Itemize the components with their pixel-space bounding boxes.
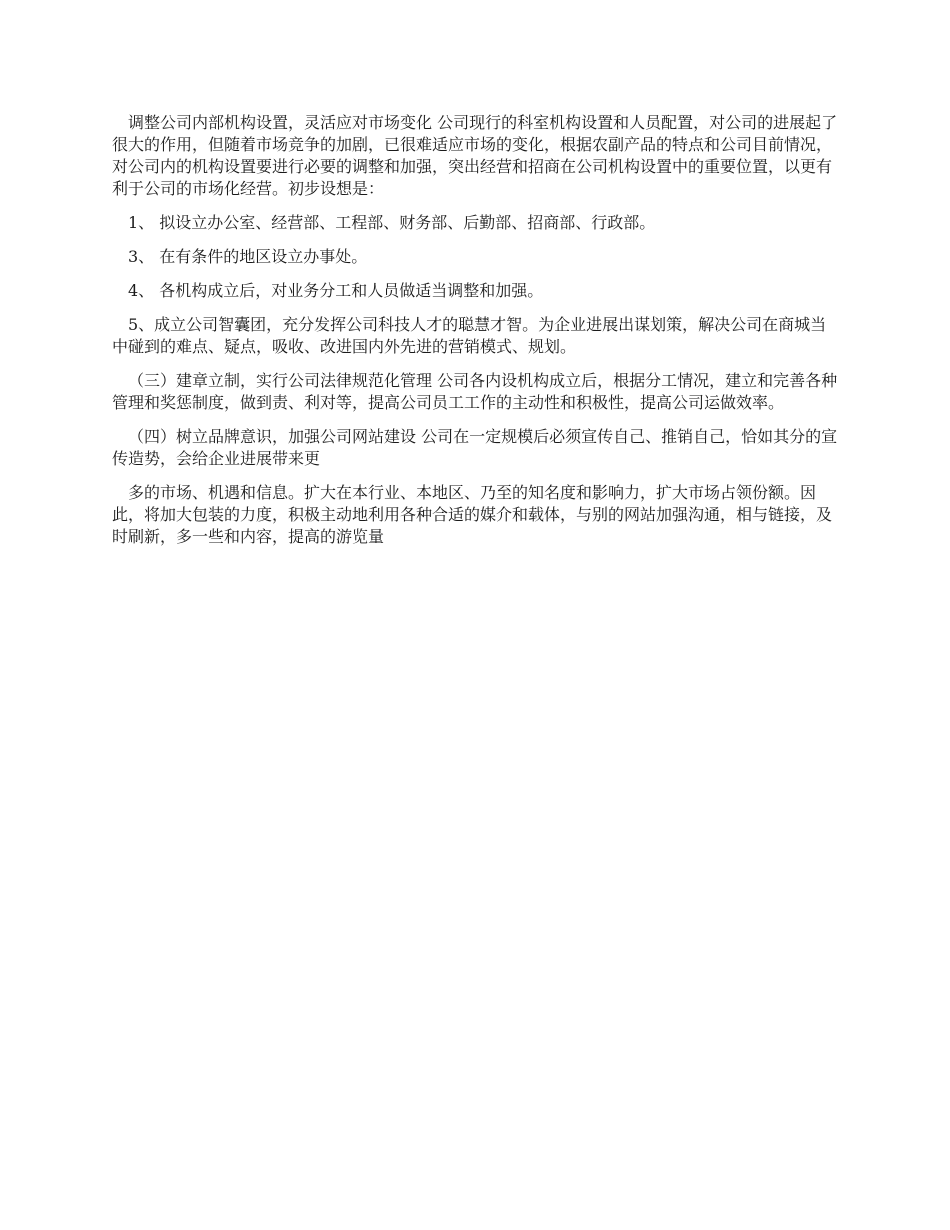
section-3-paragraph: （三）建章立制，实行公司法律规范化管理 公司各内设机构成立后，根据分工情况，建立和完善各种管理和奖惩制度，做到责、利对等，提高公司员工工作的主动性和积极性，提高公司运做效率。 [112,371,838,412]
section-4-paragraph: （四）树立品牌意识，加强公司网站建设 公司在一定规模后必须宣传自己、推销自己，恰如其分的宣传造势，会给企业进展带来更 [112,427,838,468]
list-item-3: 3、 在有条件的地区设立办事处。 [128,247,368,266]
list-item-1: 1、 拟设立办公室、经营部、工程部、财务部、后勤部、招商部、行政部。 [128,213,656,232]
paragraph-restructure: 调整公司内部机构设置，灵活应对市场变化 公司现行的科室机构设置和人员配置，对公司的进展起了很大的作用，但随着市场竞争的加剧，已很难适应市场的变化，根据农副产品的特点和公司目前情况，对公司内的机构设置要进行必要的调整和加强，突出经营和招商在公司机构设置中的重要位置，以更有利于公司的市场化经营。初步设想是： [112,113,838,198]
list-item-5: 5、成立公司智囊团，充分发挥公司科技人才的聪慧才智。为企业进展出谋划策，解决公司在商城当中碰到的难点、疑点，吸收、改进国内外先进的营销模式、规划。 [112,315,827,356]
document-page [112,112,842,560]
list-item-4: 4、 各机构成立后，对业务分工和人员做适当调整和加强。 [128,281,544,300]
continuation-paragraph: 多的市场、机遇和信息。扩大在本行业、本地区、乃至的知名度和影响力，扩大市场占领份额。因此，将加大包装的力度，积极主动地利用各种合适的媒介和载体，与别的网站加强沟通，相与链接，及时刷新，多一些和内容，提高的游览量 [112,483,833,546]
